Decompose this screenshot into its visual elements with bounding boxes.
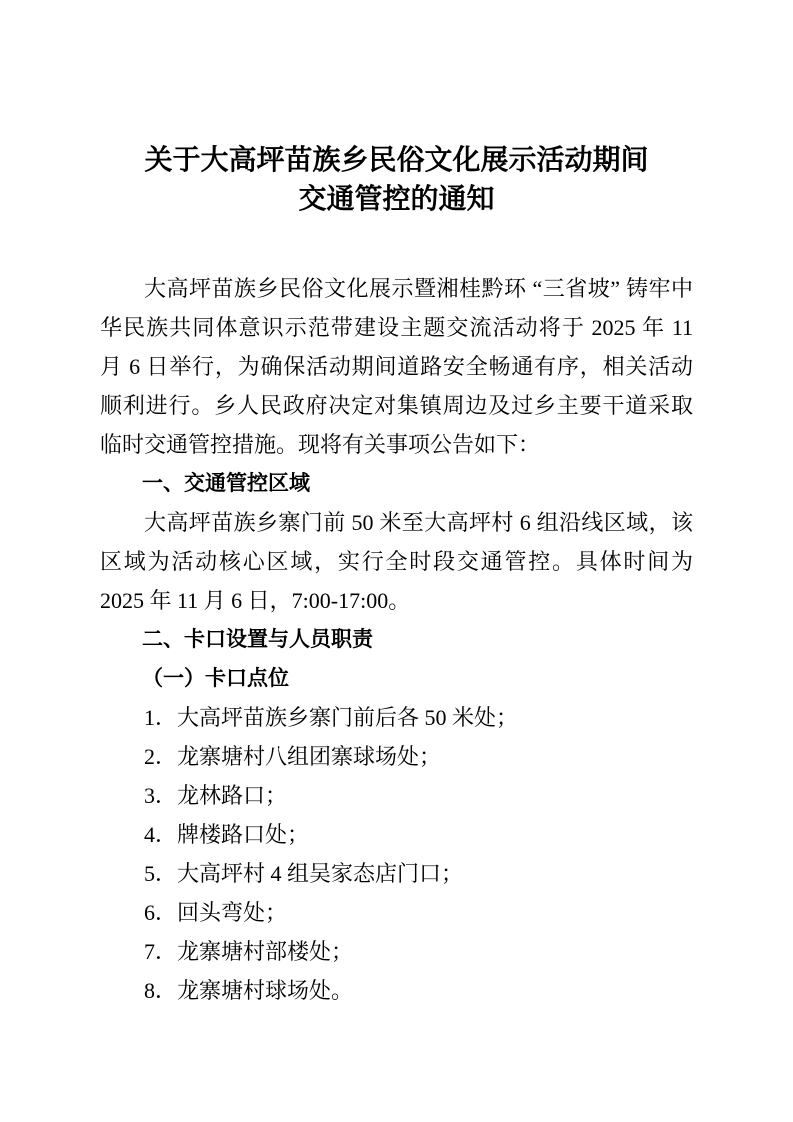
checkpoint-item-6: 6．回头弯处； bbox=[144, 900, 288, 925]
section-1-paragraph: 大高坪苗族乡寨门前 50 米至大高坪村 6 组沿线区域，该区域为活动核心区域，实行全时段交通管控。具体时间为 2025 年 11 月 6 日，7:00-17:00。 bbox=[100, 510, 693, 613]
section-2-sub-1-heading: （一）卡口点位 bbox=[142, 666, 289, 690]
document-body bbox=[100, 269, 693, 1010]
checkpoint-item-5: 5．大高坪村 4 组吴家态店门口； bbox=[144, 861, 464, 886]
section-2-heading: 二、卡口设置与人员职责 bbox=[142, 628, 373, 651]
checkpoint-item-3: 3．龙林路口； bbox=[144, 783, 288, 808]
checkpoint-item-1: 1．大高坪苗族乡寨门前后各 50 米处； bbox=[144, 705, 519, 730]
document-title bbox=[100, 141, 693, 219]
intro-paragraph: 大高坪苗族乡民俗文化展示暨湘桂黔环 “三省坡” 铸牢中华民族共同体意识示范带建设主题交流活动将于 2025 年 11 月 6 日举行，为确保活动期间道路安全畅通有序，相关活动顺利进行。乡人民政府决定对集镇周边及过乡主要干道采取临时交通管控措施。现将有关事项公告如下： bbox=[100, 276, 693, 457]
checkpoint-item-8: 8．龙寨塘村球场处。 bbox=[144, 978, 354, 1003]
checkpoint-item-2: 2．龙寨塘村八组团寨球场处； bbox=[144, 744, 442, 769]
document-title-line-2: 交通管控的通知 bbox=[298, 184, 495, 215]
document-title-line-1: 关于大高坪苗族乡民俗文化展示活动期间 bbox=[144, 145, 649, 176]
checkpoint-item-4: 4．牌楼路口处； bbox=[144, 822, 310, 847]
section-1-heading: 一、交通管控区域 bbox=[142, 472, 310, 495]
checkpoint-item-7: 7．龙寨塘村部楼处； bbox=[144, 939, 354, 964]
